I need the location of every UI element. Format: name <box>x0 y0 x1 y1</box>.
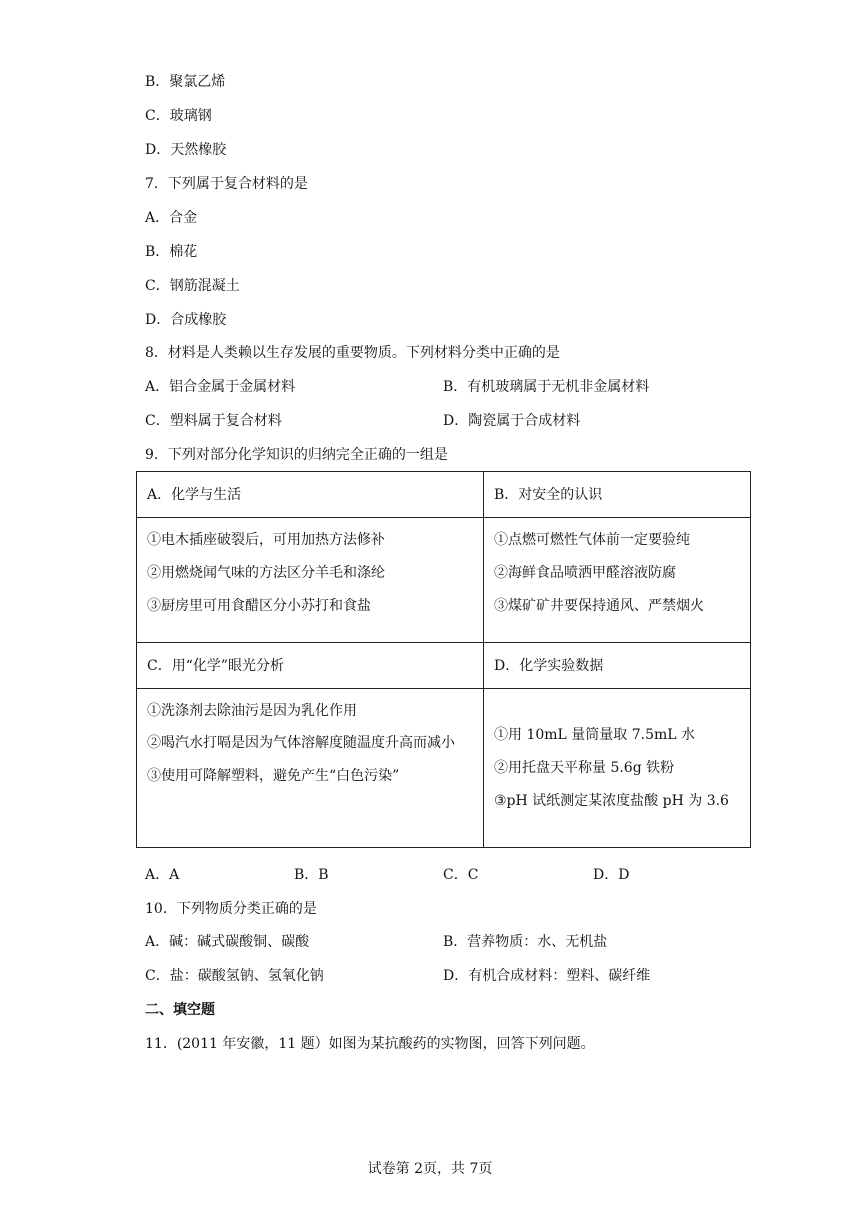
q9-option-d: D．D <box>593 867 630 883</box>
table-item: ③使用可降解塑料，避免产生“白色污染” <box>147 768 400 784</box>
q8-option-d: D．陶瓷属于合成材料 <box>443 413 581 429</box>
q10-option-d: D．有机合成材料：塑料、碳纤维 <box>443 968 651 984</box>
q6-option-b: B．聚氯乙烯 <box>145 74 226 90</box>
table-cell-c <box>137 689 484 848</box>
table-header-b: B．对安全的认识 <box>484 472 751 518</box>
q7-option-d: D．合成橡胶 <box>145 312 227 328</box>
table-item: ②用托盘天平称量 5.6g 铁粉 <box>494 760 675 776</box>
table-item: ①点燃可燃性气体前一定要验纯 <box>494 532 690 548</box>
table-header-c: C．用“化学”眼光分析 <box>137 643 484 689</box>
q6-option-c: C．玻璃钢 <box>145 108 212 124</box>
table-cell-a <box>137 518 484 643</box>
q10-stem: 10．下列物质分类正确的是 <box>145 901 317 917</box>
q10-option-b: B．营养物质：水、无机盐 <box>443 934 608 950</box>
q10-option-a: A．碱：碱式碳酸铜、碳酸 <box>145 934 310 950</box>
table-header-d: D．化学实验数据 <box>484 643 751 689</box>
q8-option-c: C．塑料属于复合材料 <box>145 413 282 429</box>
table-item: ①用 10mL 量筒量取 7.5mL 水 <box>494 727 696 743</box>
q9-option-b: B．B <box>294 867 329 883</box>
q10-option-c: C．盐：碳酸氢钠、氢氧化钠 <box>145 968 324 984</box>
table-cell-d <box>484 689 751 848</box>
q7-option-c: C．钢筋混凝土 <box>145 278 240 294</box>
table-item: ②海鲜食品喷洒甲醛溶液防腐 <box>494 565 676 581</box>
table-item: ①电木插座破裂后，可用加热方法修补 <box>147 532 385 548</box>
q6-option-d: D．天然橡胶 <box>145 142 227 158</box>
knowledge-table <box>136 471 751 848</box>
q7-stem: 7．下列属于复合材料的是 <box>145 176 308 192</box>
q7-option-a: A．合金 <box>145 210 198 226</box>
table-item: ③pH 试纸测定某浓度盐酸 pH 为 3.6 <box>494 793 729 809</box>
q7-option-b: B．棉花 <box>145 244 198 260</box>
q8-option-a: A．铝合金属于金属材料 <box>145 379 296 395</box>
q8-stem: 8．材料是人类赖以生存发展的重要物质。下列材料分类中正确的是 <box>145 345 560 361</box>
page-footer: 试卷第 2页，共 7页 <box>367 1161 493 1177</box>
table-item: ②用燃烧闻气味的方法区分羊毛和涤纶 <box>147 565 385 581</box>
section-heading: 二、填空题 <box>145 1002 215 1018</box>
table-item: ③厨房里可用食醋区分小苏打和食盐 <box>147 598 371 614</box>
table-item: ②喝汽水打嗝是因为气体溶解度随温度升高而减小 <box>147 735 455 751</box>
q8-option-b: B．有机玻璃属于无机非金属材料 <box>443 379 650 395</box>
table-cell-b <box>484 518 751 643</box>
q11-stem: 11．(2011 年安徽，11 题）如图为某抗酸药的实物图，回答下列问题。 <box>145 1036 595 1052</box>
table-header-a: A．化学与生活 <box>137 472 484 518</box>
q9-option-a: A．A <box>145 867 180 883</box>
table-item: ③煤矿矿井要保持通风、严禁烟火 <box>494 598 704 614</box>
table-item: ①洗涤剂去除油污是因为乳化作用 <box>147 703 357 719</box>
q9-option-c: C．C <box>443 867 479 883</box>
q9-stem: 9．下列对部分化学知识的归纳完全正确的一组是 <box>145 447 448 463</box>
